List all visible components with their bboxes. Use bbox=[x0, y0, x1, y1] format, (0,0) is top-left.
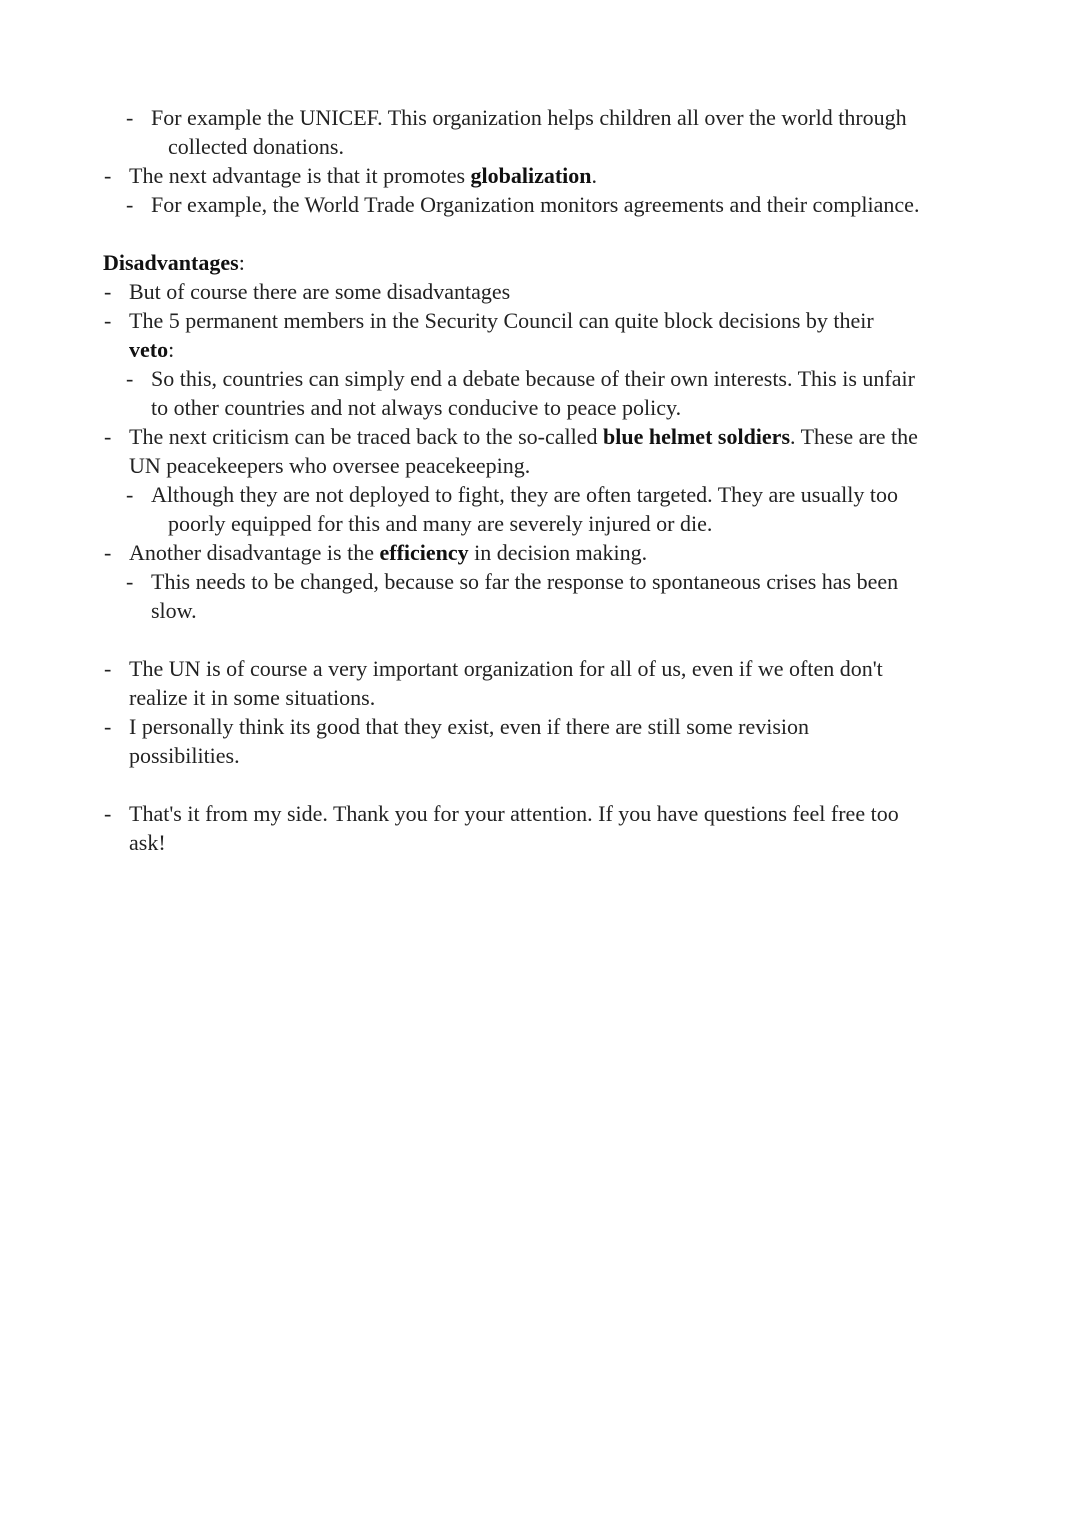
bold-term: efficiency bbox=[379, 540, 469, 565]
bullet-dash: - bbox=[104, 279, 112, 304]
text-line: realize it in some situations. bbox=[129, 685, 376, 710]
bold-term: globalization bbox=[470, 163, 592, 188]
bullet-dash: - bbox=[104, 801, 112, 826]
text-line: The 5 permanent members in the Security Council can quite block decisions by their bbox=[129, 308, 874, 333]
bullet-dash: - bbox=[104, 540, 112, 565]
text-line: The next advantage is that it promotes globalization. bbox=[129, 163, 598, 188]
text-line: The next criticism can be traced back to the so-called blue helmet soldiers. These are the bbox=[129, 424, 918, 449]
bullet-dash: - bbox=[104, 163, 112, 188]
bold-term: veto bbox=[129, 337, 169, 362]
bullet-dash: - bbox=[126, 192, 134, 217]
text-line: collected donations. bbox=[168, 134, 344, 159]
text-line: This needs to be changed, because so far the response to spontaneous crises has been bbox=[151, 569, 899, 594]
bullet-dash: - bbox=[126, 482, 134, 507]
text-line: veto: bbox=[129, 337, 175, 362]
text-line: So this, countries can simply end a debate because of their own interests. This is unfair bbox=[151, 366, 915, 391]
text-line: poorly equipped for this and many are severely injured or die. bbox=[168, 511, 713, 536]
bullet-dash: - bbox=[104, 656, 112, 681]
section-heading: Disadvantages: bbox=[103, 250, 245, 275]
text-line: possibilities. bbox=[129, 743, 240, 768]
text-line: For example, the World Trade Organization monitors agreements and their compliance. bbox=[151, 192, 920, 217]
text-line: I personally think its good that they exist, even if there are still some revision bbox=[129, 714, 810, 739]
bullet-dash: - bbox=[126, 105, 134, 130]
text-line: The UN is of course a very important organization for all of us, even if we often don't bbox=[129, 656, 883, 681]
text-line: Another disadvantage is the efficiency in decision making. bbox=[129, 540, 648, 565]
bullet-dash: - bbox=[126, 366, 134, 391]
text-line: Although they are not deployed to fight, they are often targeted. They are usually too bbox=[151, 482, 898, 507]
bullet-dash: - bbox=[104, 424, 112, 449]
bullet-dash: - bbox=[104, 714, 112, 739]
text-line: ask! bbox=[129, 830, 166, 855]
text-line: slow. bbox=[151, 598, 197, 623]
bold-term: blue helmet soldiers bbox=[603, 424, 791, 449]
bullet-dash: - bbox=[104, 308, 112, 333]
text-line: That's it from my side. Thank you for your attention. If you have questions feel free too bbox=[129, 801, 899, 826]
text-line: UN peacekeepers who oversee peacekeeping. bbox=[129, 453, 531, 478]
text-line: to other countries and not always conducive to peace policy. bbox=[151, 395, 682, 420]
text-line: For example the UNICEF. This organization helps children all over the world through bbox=[151, 105, 907, 130]
text-line: But of course there are some disadvantages bbox=[129, 279, 511, 304]
bullet-dash: - bbox=[126, 569, 134, 594]
